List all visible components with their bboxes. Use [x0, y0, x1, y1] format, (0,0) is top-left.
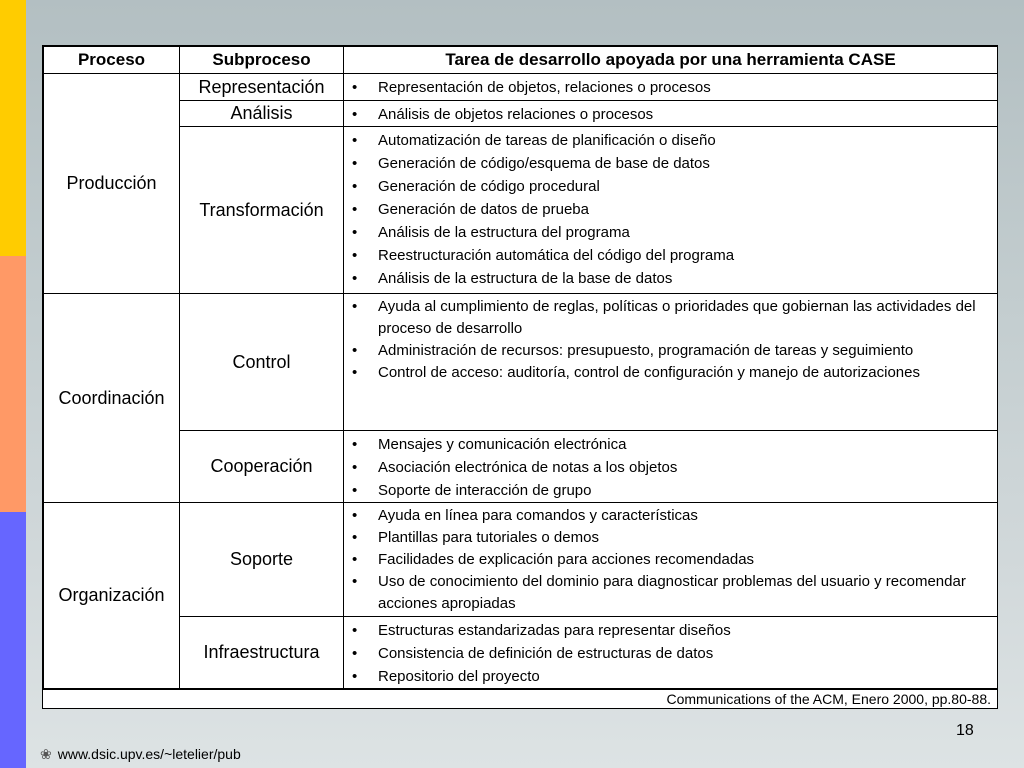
bullet-icon: • [352, 224, 358, 241]
bullet-icon: • [352, 436, 358, 453]
task-item [352, 527, 993, 549]
task-list [344, 431, 997, 502]
task-item [352, 267, 993, 290]
bullet-icon: • [352, 482, 358, 499]
task-item [352, 479, 993, 502]
subprocess-cell: Infraestructura [180, 617, 344, 689]
task-list [344, 617, 997, 688]
bullet-icon: • [352, 573, 358, 590]
task-item [352, 175, 993, 198]
task-item [352, 198, 993, 221]
table-row [44, 503, 998, 617]
task-text: Control de acceso: auditoría, control de configuración y manejo de autorizaciones [378, 364, 920, 381]
task-text: Facilidades de explicación para acciones recomendadas [378, 551, 755, 568]
bullet-icon: • [352, 342, 358, 359]
table-row [44, 74, 998, 101]
task-list [344, 74, 997, 99]
subprocess-cell: Soporte [180, 503, 344, 617]
task-text: Análisis de la estructura del programa [378, 224, 630, 241]
bullet-icon: • [352, 459, 358, 476]
task-text: Ayuda al cumplimiento de reglas, políticas o prioridades que gobiernan las actividades del proceso de desarrollo [378, 298, 976, 337]
table-row [44, 617, 998, 689]
subprocess-cell: Transformación [180, 127, 344, 294]
table-row [44, 101, 998, 127]
bullet-icon: • [352, 645, 358, 662]
task-item [352, 296, 993, 340]
case-table-panel [42, 45, 998, 709]
bullet-icon: • [352, 79, 358, 96]
bullet-icon: • [352, 201, 358, 218]
header-tarea: Tarea de desarrollo apoyada por una herramienta CASE [344, 47, 998, 74]
table-row [44, 431, 998, 503]
bullet-icon: • [352, 298, 358, 315]
task-item [352, 103, 993, 126]
bullet-icon: • [352, 155, 358, 172]
task-text: Representación de objetos, relaciones o procesos [378, 79, 711, 96]
task-text: Mensajes y comunicación electrónica [378, 436, 627, 453]
task-text: Uso de conocimiento del dominio para diagnosticar problemas del usuario y recomendar acciones apropiadas [378, 573, 966, 612]
header-proceso: Proceso [44, 47, 180, 74]
task-item [352, 505, 993, 527]
task-list [344, 127, 997, 290]
task-item [352, 76, 993, 99]
bullet-icon: • [352, 668, 358, 685]
task-item [352, 129, 993, 152]
task-text: Análisis de objetos relaciones o procesos [378, 106, 654, 123]
task-text: Automatización de tareas de planificación o diseño [378, 132, 716, 149]
case-tasks-table [43, 46, 998, 689]
tasks-cell [344, 74, 998, 101]
task-text: Generación de datos de prueba [378, 201, 589, 218]
task-list [344, 503, 997, 615]
process-cell: Producción [44, 74, 180, 294]
subprocess-cell: Representación [180, 74, 344, 101]
task-text: Análisis de la estructura de la base de datos [378, 270, 673, 287]
bullet-icon: • [352, 106, 358, 123]
task-text: Ayuda en línea para comandos y características [378, 507, 698, 524]
bullet-icon: • [352, 364, 358, 381]
task-item [352, 362, 993, 384]
bullet-icon: • [352, 270, 358, 287]
subprocess-cell: Cooperación [180, 431, 344, 503]
flower-icon: ❀ [40, 746, 52, 762]
accent-stripe-yellow [0, 0, 26, 256]
bullet-icon: • [352, 132, 358, 149]
tasks-cell [344, 431, 998, 503]
process-cell: Organización [44, 503, 180, 689]
task-list [344, 101, 997, 126]
table-header-row [44, 47, 998, 74]
task-item [352, 152, 993, 175]
task-text: Generación de código procedural [378, 178, 600, 195]
task-item [352, 549, 993, 571]
task-item [352, 456, 993, 479]
task-item [352, 221, 993, 244]
task-text: Administración de recursos: presupuesto, programación de tareas y seguimiento [378, 342, 914, 359]
citation: Communications of the ACM, Enero 2000, pp.80-88. [43, 689, 997, 708]
tasks-cell [344, 101, 998, 127]
bullet-icon: • [352, 551, 358, 568]
task-text: Plantillas para tutoriales o demos [378, 529, 599, 546]
task-text: Repositorio del proyecto [378, 668, 540, 685]
bullet-icon: • [352, 507, 358, 524]
task-list [344, 294, 997, 384]
header-subproceso: Subproceso [180, 47, 344, 74]
subprocess-cell: Análisis [180, 101, 344, 127]
bullet-icon: • [352, 247, 358, 264]
bullet-icon: • [352, 178, 358, 195]
table-row [44, 294, 998, 431]
task-item [352, 619, 993, 642]
task-item [352, 244, 993, 267]
footer-url [40, 746, 241, 763]
table-body [44, 74, 998, 689]
task-text: Soporte de interacción de grupo [378, 482, 592, 499]
tasks-cell [344, 294, 998, 431]
task-item [352, 665, 993, 688]
table-row [44, 127, 998, 294]
task-item [352, 340, 993, 362]
subprocess-cell: Control [180, 294, 344, 431]
task-text: Asociación electrónica de notas a los objetos [378, 459, 678, 476]
bullet-icon: • [352, 622, 358, 639]
bullet-icon: • [352, 529, 358, 546]
tasks-cell [344, 127, 998, 294]
accent-stripe-orange [0, 256, 26, 512]
task-item [352, 433, 993, 456]
tasks-cell [344, 617, 998, 689]
page-number: 18 [956, 722, 974, 739]
task-text: Consistencia de definición de estructuras de datos [378, 645, 714, 662]
task-text: Generación de código/esquema de base de datos [378, 155, 710, 172]
process-cell: Coordinación [44, 294, 180, 503]
task-text: Reestructuración automática del código del programa [378, 247, 735, 264]
accent-stripe-blue [0, 512, 26, 768]
task-item [352, 571, 993, 615]
task-item [352, 642, 993, 665]
footer-url-text: www.dsic.upv.es/~letelier/pub [57, 746, 241, 762]
tasks-cell [344, 503, 998, 617]
task-text: Estructuras estandarizadas para representar diseños [378, 622, 731, 639]
